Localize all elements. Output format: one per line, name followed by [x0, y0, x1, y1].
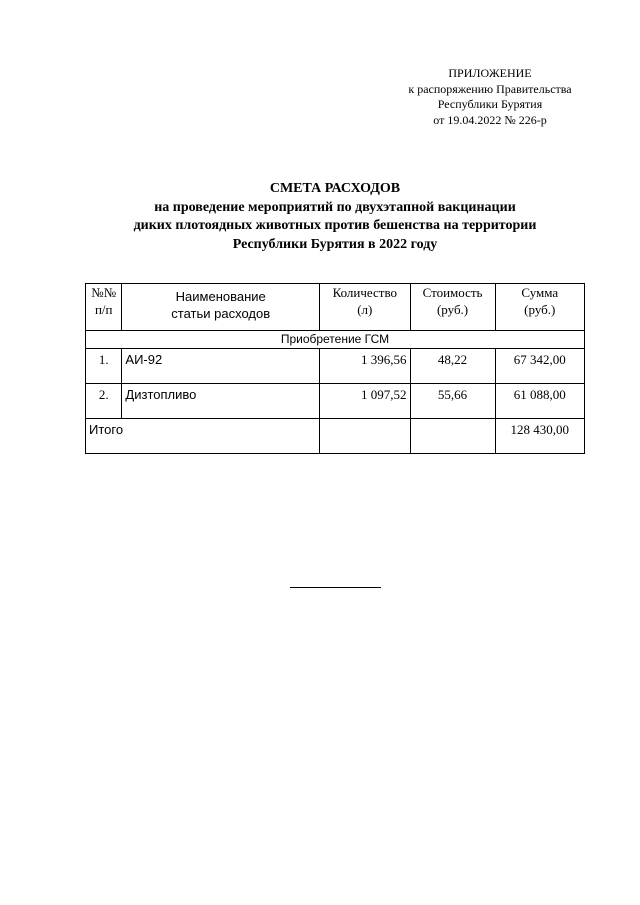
section-row [86, 331, 585, 349]
header-text: п/п [94, 302, 113, 317]
section-label: Приобретение ГСМ [86, 331, 585, 349]
header-text: №№ [91, 285, 117, 300]
header-text: Стоимость [422, 285, 483, 300]
row-quantity: 1 396,56 [320, 349, 411, 384]
row-item-name: АИ-92 [122, 349, 320, 384]
table-row [86, 349, 585, 384]
header-text: Сумма [521, 285, 559, 300]
header-text: (руб.) [436, 302, 469, 317]
header-text: Количество [332, 285, 397, 300]
title-line: диких плотоядных животных против бешенства на территории [133, 218, 537, 233]
header-text: (руб.) [524, 302, 556, 317]
appendix-date-number: от 19.04.2022 № 226-р [433, 112, 547, 127]
row-quantity: 1 097,52 [320, 384, 411, 419]
estimate-table [85, 283, 585, 454]
total-label: Итого [86, 419, 320, 454]
total-sum: 128 430,00 [495, 419, 584, 454]
row-sum: 61 088,00 [495, 384, 584, 419]
title-line: на проведение мероприятий по двухэтапной вакцинации [154, 199, 516, 215]
row-sum: 67 342,00 [495, 349, 584, 384]
table-row [86, 384, 585, 419]
row-cost: 55,66 [410, 384, 495, 419]
row-number: 1. [86, 349, 122, 384]
appendix-ref-line: к распоряжению Правительства [408, 81, 572, 96]
header-item-name [122, 284, 320, 331]
total-row [86, 419, 585, 454]
header-number [86, 284, 122, 331]
header-cost [410, 284, 495, 331]
header-text: статьи расходов [171, 306, 271, 321]
header-sum [495, 284, 584, 331]
header-text: (л) [357, 302, 373, 317]
table-header-row [86, 284, 585, 331]
total-cost-empty [410, 419, 495, 454]
document-title [80, 180, 590, 254]
closing-separator-line [290, 587, 381, 588]
row-cost: 48,22 [410, 349, 495, 384]
title-line: Республики Бурятия в 2022 году [232, 236, 438, 252]
row-item-name: Дизтопливо [122, 384, 320, 419]
appendix-block [390, 66, 590, 128]
total-quantity-empty [320, 419, 411, 454]
row-number: 2. [86, 384, 122, 419]
appendix-heading: ПРИЛОЖЕНИЕ [448, 66, 532, 80]
title-line: СМЕТА РАСХОДОВ [269, 181, 401, 196]
appendix-ref-line: Республики Бурятия [437, 97, 543, 111]
header-quantity [320, 284, 411, 331]
header-text: Наименование [175, 289, 266, 304]
